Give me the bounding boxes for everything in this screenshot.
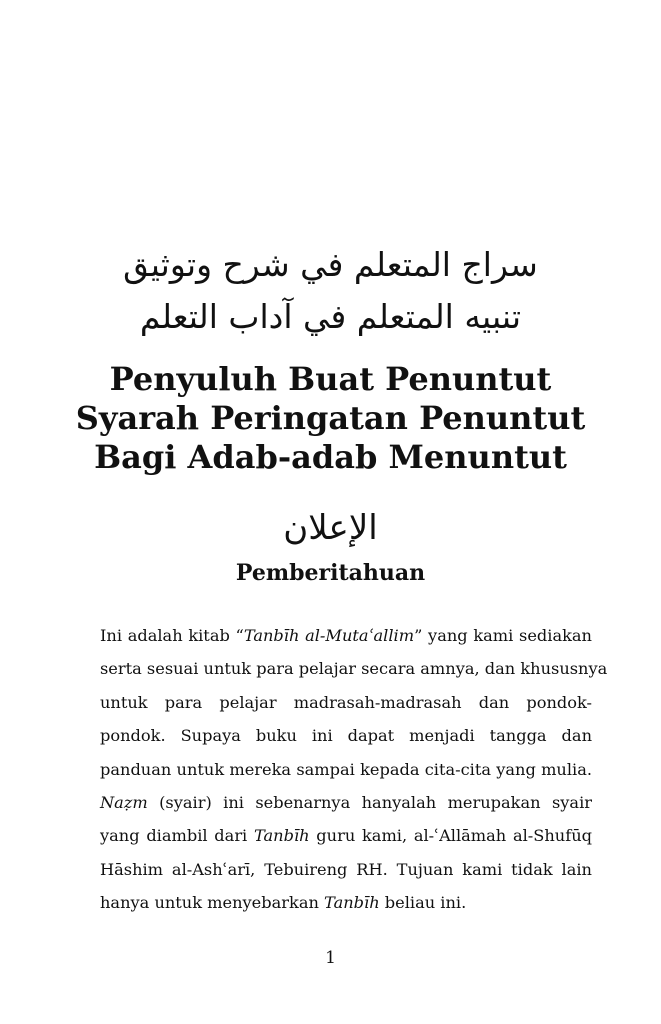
malay-title-line-1: Penyuluh Buat Penuntut [109, 360, 552, 398]
arabic-section-heading: الإعلان [283, 508, 378, 548]
malay-title-line-3: Bagi Adab-adab Menuntut [94, 438, 567, 476]
body-line-2: serta sesuai untuk para pelajar secara amnya, dan khususnya [100, 659, 608, 679]
page-number: 1 [325, 948, 336, 968]
body-text-segment: ” yang kami sediakan [414, 626, 592, 645]
body-text-segment: hanya untuk menyebarkan [100, 893, 325, 913]
italic-title: Tanbīh [253, 826, 310, 846]
italic-title: Tanbīh [324, 893, 380, 913]
body-paragraph [100, 619, 608, 920]
italic-term: Naẓm [100, 792, 148, 812]
arabic-title-line-2: تنبيه المتعلم في آداب التعلم [139, 297, 522, 336]
body-line-7 [100, 819, 592, 852]
body-text-segment: beliau ini. [379, 893, 467, 913]
body-line-8: Hāshim al-Ashʿarī, Tebuireng RH. Tujuan kami tidak lain [100, 859, 592, 879]
body-line-5: panduan untuk mereka sampai kepada cita-cita yang mulia. [100, 759, 592, 779]
malay-title [0, 360, 661, 477]
section-heading: Pemberitahuan [235, 560, 426, 586]
body-line-1 [100, 619, 592, 652]
malay-title-line-2: Syarah Peringatan Penuntut [75, 399, 586, 437]
body-text-segment: (syair) ini sebenarnya hanyalah merupakan syair [147, 792, 592, 812]
body-line-4: pondok. Supaya buku ini dapat menjadi tangga dan [100, 726, 592, 746]
body-text-segment: Ini adalah kitab “ [100, 626, 244, 645]
body-text-segment: guru kami, al-ʿAllāmah al-Shufūq [309, 826, 592, 846]
body-text-segment: yang diambil dari [100, 826, 254, 846]
body-line-9 [100, 886, 592, 919]
italic-title: Tanbīh al-Mutaʿallim [243, 626, 415, 645]
body-line-6 [100, 786, 592, 819]
arabic-title-line-1: سراج المتعلم في شرح وتوثيق [123, 245, 538, 284]
body-line-3: untuk para pelajar madrasah-madrasah dan pondok- [100, 692, 592, 712]
